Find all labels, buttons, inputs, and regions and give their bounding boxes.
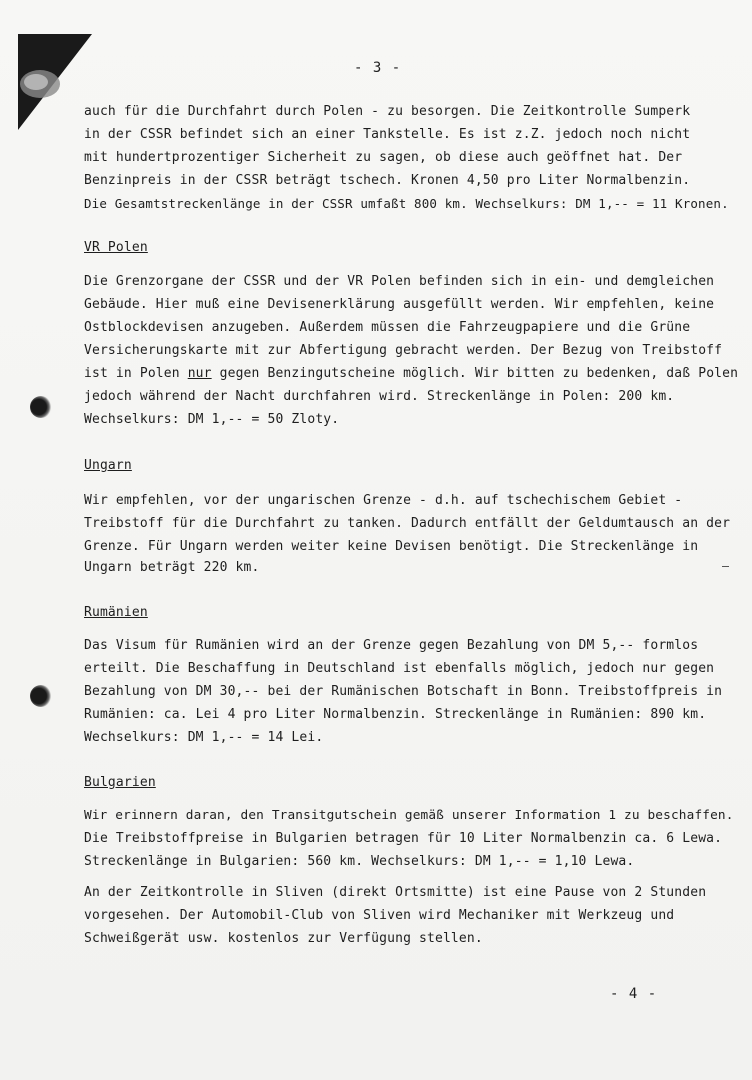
- text-line: Schweißgerät usw. kostenlos zur Verfügung stellen.: [84, 931, 483, 946]
- page-corner-shadow: [18, 34, 92, 130]
- text-line: Streckenlänge in Bulgarien: 560 km. Wechselkurs: DM 1,-- = 1,10 Lewa.: [84, 854, 635, 869]
- text-line: Die Grenzorgane der CSSR und der VR Polen befinden sich in ein- und demgleichen: [84, 274, 715, 289]
- text-line: [84, 366, 738, 382]
- text-line: Benzinpreis in der CSSR beträgt tschech. Kronen 4,50 pro Liter Normalbenzin.: [84, 173, 691, 188]
- text-segment: gegen Benzingutscheine möglich. Wir bitten zu bedenken, daß Polen: [211, 366, 739, 381]
- text-line: mit hundertprozentiger Sicherheit zu sagen, ob diese auch geöffnet hat. Der: [84, 150, 683, 165]
- next-page-number: - 4 -: [610, 986, 658, 1002]
- text-line: Versicherungskarte mit zur Abfertigung gebracht werden. Der Bezug von Treibstoff: [84, 343, 723, 358]
- section-heading-polen: VR Polen: [84, 240, 148, 255]
- text-line: Ostblockdevisen anzugeben. Außerdem müssen die Fahrzeugpapiere und die Grüne: [84, 320, 691, 335]
- text-segment: ist in Polen: [84, 366, 188, 381]
- text-line: Wir empfehlen, vor der ungarischen Grenze - d.h. auf tschechischem Gebiet -: [84, 493, 683, 508]
- text-line: Wechselkurs: DM 1,-- = 50 Zloty.: [84, 412, 340, 427]
- underlined-word: nur: [187, 366, 212, 381]
- page-number: - 3 -: [354, 60, 402, 76]
- margin-mark: [722, 566, 729, 567]
- text-line: Wechselkurs: DM 1,-- = 14 Lei.: [84, 730, 324, 745]
- text-line: Grenze. Für Ungarn werden weiter keine Devisen benötigt. Die Streckenlänge in: [84, 539, 699, 554]
- text-line: Die Treibstoffpreise in Bulgarien betragen für 10 Liter Normalbenzin ca. 6 Lewa.: [84, 831, 723, 846]
- text-line: jedoch während der Nacht durchfahren wird. Streckenlänge in Polen: 200 km.: [84, 389, 675, 404]
- text-line: Ungarn beträgt 220 km.: [84, 560, 260, 575]
- text-line: Wir erinnern daran, den Transitgutschein gemäß unserer Information 1 zu beschaffen.: [84, 808, 734, 823]
- text-line: erteilt. Die Beschaffung in Deutschland ist ebenfalls möglich, jedoch nur gegen: [84, 661, 715, 676]
- text-line: Treibstoff für die Durchfahrt zu tanken. Dadurch entfällt der Geldumtausch an der: [84, 516, 731, 531]
- text-line: in der CSSR befindet sich an einer Tankstelle. Es ist z.Z. jedoch noch nicht: [84, 127, 691, 142]
- text-line: vorgesehen. Der Automobil-Club von Sliven wird Mechaniker mit Werkzeug und: [84, 908, 675, 923]
- section-heading-rumaenien: Rumänien: [84, 605, 148, 620]
- punch-hole: [30, 685, 52, 707]
- text-line: Rumänien: ca. Lei 4 pro Liter Normalbenzin. Streckenlänge in Rumänien: 890 km.: [84, 707, 707, 722]
- text-line: Bezahlung von DM 30,-- bei der Rumänischen Botschaft in Bonn. Treibstoffpreis in: [84, 684, 723, 699]
- section-heading-ungarn: Ungarn: [84, 458, 132, 473]
- text-line: Die Gesamtstreckenlänge in der CSSR umfaßt 800 km. Wechselkurs: DM 1,-- = 11 Kronen.: [84, 196, 729, 211]
- text-line: auch für die Durchfahrt durch Polen - zu besorgen. Die Zeitkontrolle Sumperk: [84, 104, 691, 119]
- section-heading-bulgarien: Bulgarien: [84, 775, 156, 790]
- text-line: Das Visum für Rumänien wird an der Grenze gegen Bezahlung von DM 5,-- formlos: [84, 638, 699, 653]
- text-line: Gebäude. Hier muß eine Devisenerklärung ausgefüllt werden. Wir empfehlen, keine: [84, 297, 715, 312]
- text-line: An der Zeitkontrolle in Sliven (direkt Ortsmitte) ist eine Pause von 2 Stunden: [84, 885, 707, 900]
- punch-hole: [30, 396, 52, 418]
